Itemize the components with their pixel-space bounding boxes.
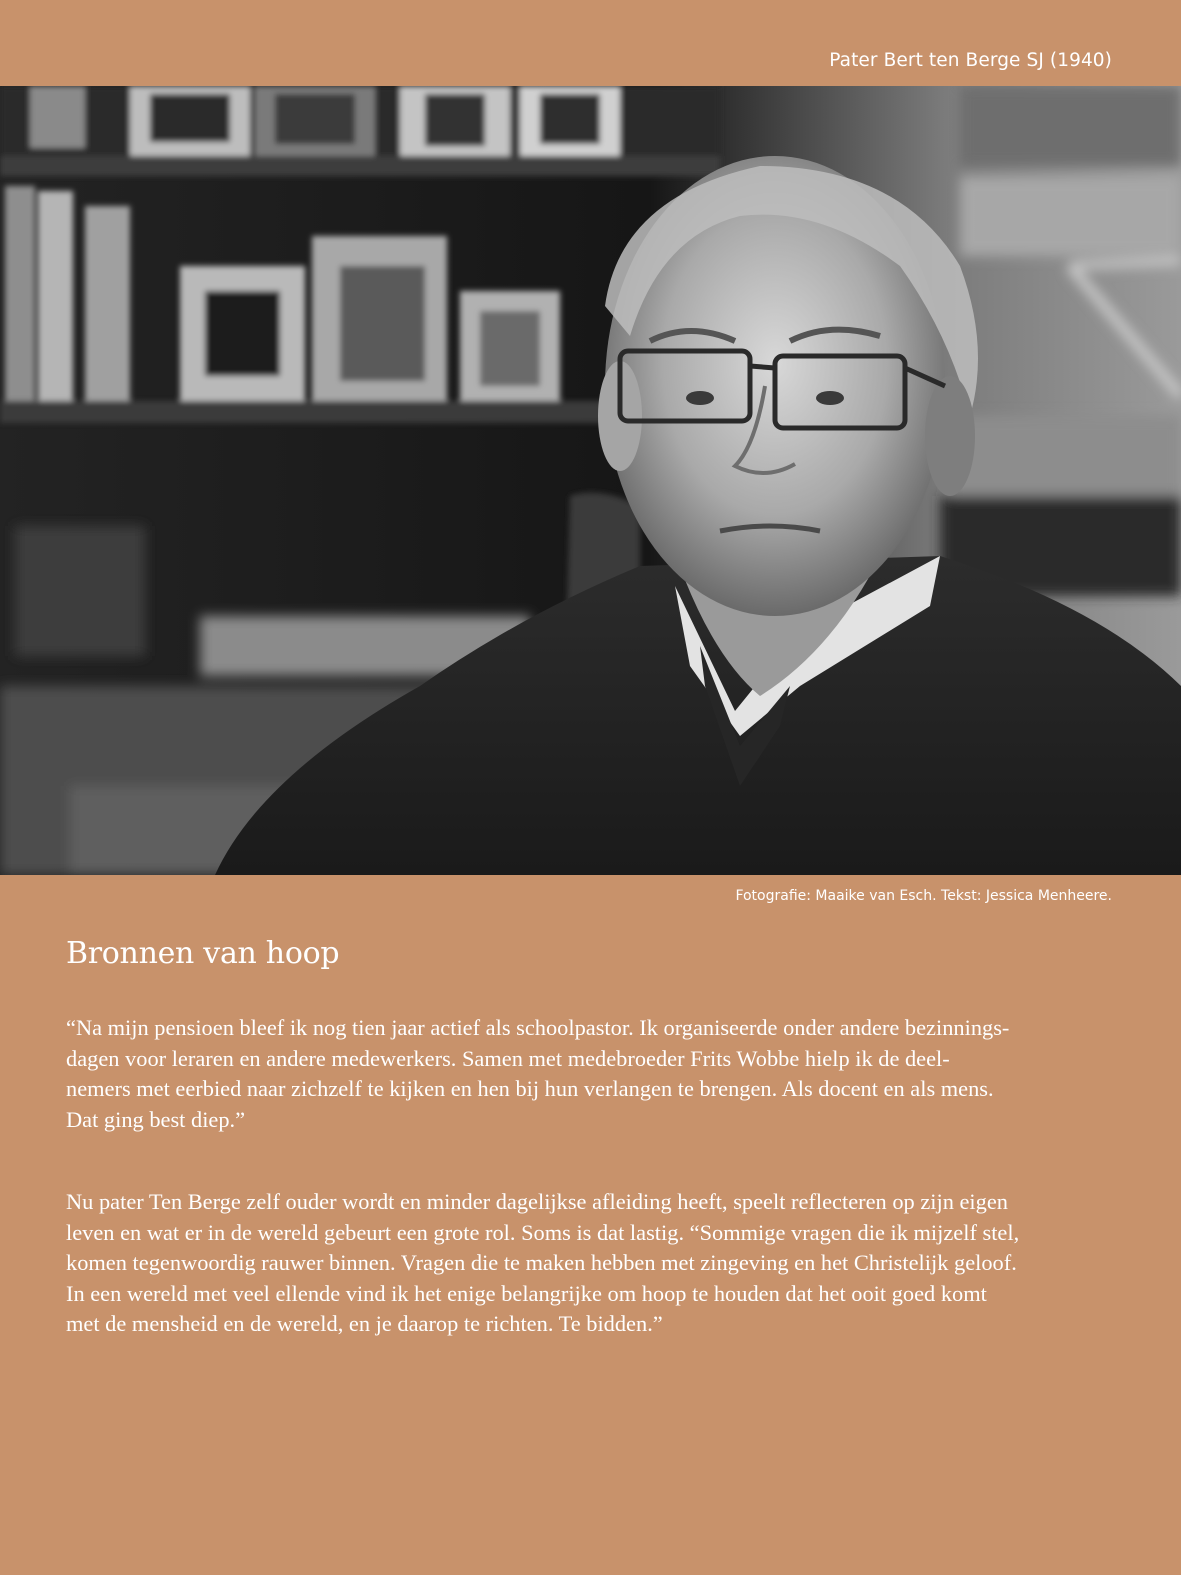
paragraph-line: komen tegenwoordig rauwer binnen. Vragen die te maken hebben met zingeving en het Christelijk geloof.: [66, 1250, 1017, 1275]
article-heading: Bronnen van hoop: [66, 936, 340, 971]
photo-credit: Fotografie: Maaike van Esch. Tekst: Jessica Menheere.: [735, 888, 1112, 904]
paragraph-line: In een wereld met veel ellende vind ik het enige belangrijke om hoop te houden dat het ooit goed komt: [66, 1280, 987, 1306]
paragraph-line: Dat ging best diep.”: [66, 1106, 246, 1132]
article-paragraph-2: [66, 1187, 1146, 1340]
paragraph-line: Nu pater Ten Berge zelf ouder wordt en minder dagelijkse afleiding heeft, speelt reflecteren op zijn eigen: [66, 1189, 1008, 1214]
paragraph-line: “Na mijn pensioen bleef ik nog tien jaar actief als schoolpastor. Ik organiseerde onder andere bezinnings-: [66, 1015, 1010, 1040]
paragraph-line: dagen voor leraren en andere medewerkers. Samen met medebroeder Frits Wobbe hielp ik de deel-: [66, 1045, 950, 1071]
paragraph-line: nemers met eerbied naar zichzelf te kijken en hen bij hun verlangen te brengen. Als docent en als mens.: [66, 1076, 994, 1101]
paragraph-line: met de mensheid en de wereld, en je daarop te richten. Te bidden.”: [66, 1311, 663, 1336]
page-header-title: Pater Bert ten Berge SJ (1940): [829, 50, 1112, 71]
paragraph-line: leven en wat er in de wereld gebeurt een grote rol. Soms is dat lastig. “Sommige vragen die ik mijzelf stel,: [66, 1219, 1020, 1245]
article-paragraph-1: [66, 1013, 1146, 1135]
portrait-photo: [0, 86, 1181, 875]
bookshelf-top: [0, 86, 720, 176]
portrait-photo-illustration: [0, 86, 1181, 875]
